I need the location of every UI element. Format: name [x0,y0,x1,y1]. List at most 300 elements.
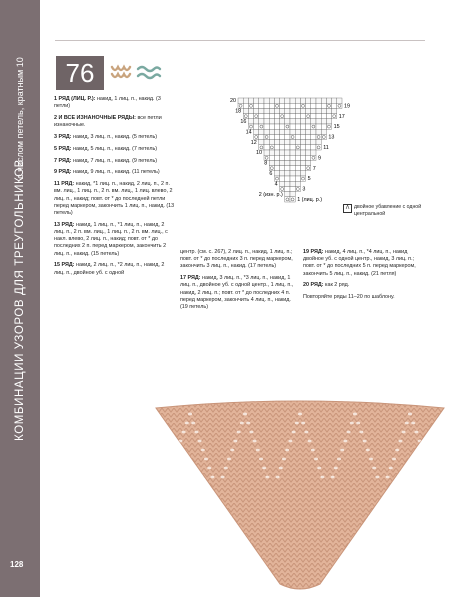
chart-cell [300,108,305,113]
chart-cell [295,176,300,181]
chart-cell [285,98,290,103]
chart-cell [274,140,279,145]
lace-eyelet [337,458,341,461]
chart-cell [290,114,295,119]
chart-cell [280,145,285,150]
chart-cell [290,119,295,124]
chart-cell [321,108,326,113]
chart-cell [264,140,269,145]
double-decrease-symbol-icon: Λ [343,204,352,213]
lace-eyelet [259,458,263,461]
chart-cell [290,176,295,181]
pattern-number: 76 [56,56,104,90]
chart-cell [274,119,279,124]
lace-eyelet [201,449,205,452]
chart-cell [280,160,285,165]
chart-cell [285,150,290,155]
chart-cell [300,129,305,134]
chart-cell [243,98,248,103]
chart-cell [280,155,285,160]
sidebar-title: КОМБИНАЦИИ УЗОРОВ ДЛЯ ТРЕУГОЛЬНИКОВ [14,159,26,441]
legend-text: двойное убавление с одной центральной [354,204,422,217]
chart-cell [321,119,326,124]
chart-cell [295,134,300,139]
chart-cell [306,103,311,108]
chart-cell [311,119,316,124]
chart-cell [316,119,321,124]
chart-cell [300,103,305,108]
lace-eyelet [172,458,176,461]
chart-cell [316,98,321,103]
instruction-row: 2 И ВСЕ ИЗНАНОЧНЫЕ РЯДЫ: все петли изнаночные. [54,115,162,129]
chart-cell [295,140,300,145]
chart-cell [295,119,300,124]
chart-cell [254,129,259,134]
lace-eyelet [304,431,308,434]
chart-cell [280,134,285,139]
chart-cell [321,103,326,108]
chart-cell [285,103,290,108]
chart-row-label-left: 14 [245,129,252,136]
lace-eyelet [285,449,289,452]
instruction-row: 3 РЯД: накид, 3 лиц. п., накид. (5 петель) [54,134,158,140]
chart-cell [311,98,316,103]
chart-cell [295,166,300,171]
chart-cell [326,124,331,129]
chart-cell [259,108,264,113]
sidebar-subtitle: с числом петель, кратным 10 [15,57,25,179]
chart-cell [243,103,248,108]
chart-cell [285,171,290,176]
chart-cell [290,155,295,160]
chart-cell [280,166,285,171]
chart-cell [290,140,295,145]
chart-cell [290,150,295,155]
chart-cell [316,145,321,150]
chart-cell [269,129,274,134]
chart-cell [259,134,264,139]
chart-cell [321,114,326,119]
chart-cell [321,98,326,103]
chart-cell [264,103,269,108]
chart-cell [285,145,290,150]
chart-cell [274,150,279,155]
lace-eyelet [265,476,269,479]
chart-row-label-left: 8 [264,160,268,167]
lace-eyelet [282,458,286,461]
chart-cell [269,119,274,124]
chart-cell [300,119,305,124]
lace-eyelet [340,449,344,452]
lace-eyelet [353,413,357,416]
chart-cell [264,129,269,134]
lace-eyelet [405,422,409,425]
chart-cell [274,160,279,165]
chart-cell [259,103,264,108]
chart-row-label-right: 9 [318,155,321,162]
chart-cell [280,103,285,108]
chart-cell [269,145,274,150]
chart-cell [285,134,290,139]
chart-cell [269,150,274,155]
chart-cell [290,166,295,171]
chart-cell [290,160,295,165]
chart-cell [311,140,316,145]
chart-cell [295,108,300,113]
lace-eyelet [375,476,379,479]
chart-cell [311,150,316,155]
lace-eyelet [198,440,202,443]
chart-cell [269,134,274,139]
chart-cell [295,103,300,108]
chart-cell [254,114,259,119]
lace-eyelet [363,440,367,443]
lace-eyelet [430,476,434,479]
lace-eyelet [386,476,390,479]
chart-cell [311,145,316,150]
chart-row-label-right: 13 [328,134,335,141]
chart-cell [280,181,285,186]
chart-cell [248,98,253,103]
chart-cell [306,124,311,129]
lace-eyelet [224,467,228,470]
lace-eyelet [166,476,170,479]
chart-cell [285,129,290,134]
chart-cell [321,134,326,139]
lace-eyelet [427,467,431,470]
chart-cell [295,145,300,150]
chart-cell [306,140,311,145]
chart-cell [290,181,295,186]
chart-cell [326,98,331,103]
chart-cell [274,134,279,139]
chart-cell [264,119,269,124]
lace-eyelet [182,431,186,434]
chart-cell [295,181,300,186]
lace-eyelet [185,422,189,425]
chart-cell [280,129,285,134]
lace-eyelet [369,458,373,461]
chart-cell [280,114,285,119]
chart-cell [290,171,295,176]
chart-cell [332,103,337,108]
chart-cell [332,98,337,103]
chart-cell [311,155,316,160]
lace-eyelet [243,413,247,416]
chart-cell [254,108,259,113]
chart-cell [285,181,290,186]
chart-cell [300,160,305,165]
chart-cell [337,103,342,108]
chart-cell [285,155,290,160]
chart-cell [274,166,279,171]
lace-eyelet [288,440,292,443]
chart-cell [300,140,305,145]
lace-tan-icon [112,67,130,77]
instructions-column-1 [54,96,176,281]
stitch-icons [110,64,162,84]
instruction-row: 13 РЯД: накид, 1 лиц. п., *1 лиц. п., накид, 2 лиц. п., 2 п. вм. лиц., 1 лиц. п., 2 п. вм. лиц., с накл. влево, 2 лиц. п., накид; повт. от * до последних 2 п. перед маркером, закончить 2 лиц. п., накид. (15 петель) [54,221,168,257]
chart-cell [316,124,321,129]
lace-eyelet [253,440,257,443]
chart-row-label-left: 2 (изн. р.) [258,191,283,198]
instruction-row: 9 РЯД: накид, 9 лиц. п., накид. (11 петель) [54,169,160,176]
instruction-row: 5 РЯД: накид, 5 лиц. п., накид. (7 петель) [54,145,158,152]
chart-cell [311,103,316,108]
lace-eyelet [320,476,324,479]
lace-eyelet [188,413,192,416]
chart-cell [337,98,342,103]
instruction-row: 20 РЯД: как 2 ряд. [303,282,350,289]
chart-cell [285,114,290,119]
lace-eyelet [237,431,241,434]
chart-cell [306,160,311,165]
chart-cell [306,166,311,171]
lace-eyelet [408,413,412,416]
chart-row-label-right: 1 (лиц. р.) [297,197,323,203]
instruction-row: центр. (см. с. 267), 2 лиц. п., накид, 1 лиц. п.; повт. от * до последних 3 п. перед маркером, закончить 3 лиц. п., накид. (17 петель) [180,249,293,270]
lace-eyelet [298,413,302,416]
lace-eyelet [262,467,266,470]
chart-cell [290,108,295,113]
chart-cell [295,114,300,119]
instruction-row: 11 РЯД: накид, *1 лиц. п., накид, 2 лиц. п., 2 п. вм. лиц., 1 лиц. п., 2 п. вм. лиц., 1 лиц. влево, 2 лиц. п., накид; повт. от * до последней петли перед маркером, закончить 1 лиц. п., накид. (13 петель) [54,181,175,216]
chart-legend [343,204,424,217]
chart-cell [326,103,331,108]
chart-cell [274,155,279,160]
chart-row-label-left: 16 [240,119,247,125]
lace-eyelet [240,422,244,425]
lace-eyelet [279,467,283,470]
lace-eyelet [207,467,211,470]
lace-eyelet [175,449,179,452]
chart-cell [290,103,295,108]
lace-eyelet [210,476,214,479]
chart-row-label-left: 10 [256,150,262,157]
chart-cell [311,108,316,113]
lace-eyelet [359,431,363,434]
chart-cell [295,171,300,176]
chart-cell [259,119,264,124]
chart-cell [300,98,305,103]
chart-cell [285,119,290,124]
instruction-row: 1 РЯД (ЛИЦ. Р.): накид, 1 лиц. п., накид. (3 петли) [54,96,161,110]
chart-cell [259,114,264,119]
chart-cell [280,176,285,181]
chart-cell [300,145,305,150]
chart-cell [259,129,264,134]
chart-cell [269,98,274,103]
chart-cell [254,119,259,124]
instruction-row: 7 РЯД: накид, 7 лиц. п., накид. (9 петель) [54,157,158,164]
chart-cell [274,98,279,103]
chart-cell [290,124,295,129]
lace-eyelet [308,440,312,443]
chart-cell [269,140,274,145]
lace-eyelet [311,449,315,452]
chart-cell [290,145,295,150]
lace-eyelet [301,422,305,425]
chart-cell [321,129,326,134]
chart-cell [290,129,295,134]
chart-cell [300,155,305,160]
lace-eyelet [256,449,260,452]
instructions-column-3 [303,249,423,306]
chart-cell [332,108,337,113]
chart-cell [274,108,279,113]
chart-row-label-left: 12 [250,139,257,146]
chart-cell [248,103,253,108]
chart-cell [316,108,321,113]
lace-eyelet [395,449,399,452]
lace-eyelet [411,422,415,425]
lace-eyelet [276,476,280,479]
chart-cell [274,129,279,134]
lace-eyelet [292,431,296,434]
chart-cell [300,124,305,129]
chart-cell [285,186,290,191]
chart-cell [295,98,300,103]
lace-eyelet [398,440,402,443]
chart-cell [264,134,269,139]
chart-cell [280,171,285,176]
chart-row-label-right: 15 [333,124,340,131]
chart-cell [290,192,295,197]
chart-cell [295,186,300,191]
chart-cell [280,108,285,113]
chart-cell [300,171,305,176]
chart-cell [306,155,311,160]
lace-eyelet [314,458,318,461]
chart-cell [259,124,264,129]
chart-cell [254,124,259,129]
chart-cell [332,114,337,119]
chart-cell [295,129,300,134]
chart-cell [326,114,331,119]
chart-row-label-right: 19 [344,103,350,110]
chart-cell [316,140,321,145]
lace-eyelet [169,467,173,470]
chart-cell [269,114,274,119]
chart-cell [311,124,316,129]
chart-row-label-left: 4 [274,181,278,188]
chart-cell [254,98,259,103]
chart-cell [274,145,279,150]
chart-cell [243,108,248,113]
chart-cell [326,108,331,113]
chart-cell [306,150,311,155]
lace-eyelet [334,467,338,470]
lace-eyelet [221,476,225,479]
chart-cell [300,176,305,181]
chart-cell [285,108,290,113]
chart-cell [248,119,253,124]
chart-cell [290,197,295,202]
chart-cell [264,150,269,155]
chart-cell [280,150,285,155]
chart-cell [269,124,274,129]
chart-cell [290,134,295,139]
chart-cell [285,197,290,202]
chart-cell [264,124,269,129]
chart-cell [264,145,269,150]
lace-eyelet [366,449,370,452]
chart-cell [259,140,264,145]
knitted-shawl-photo [150,398,450,590]
chart-cell [306,98,311,103]
chart-row-label-right: 7 [312,165,316,172]
chart-cell [306,145,311,150]
lace-eyelet [389,467,393,470]
chart-cell [274,114,279,119]
chart-row-label-right: 3 [302,186,306,193]
lace-eyelet [233,440,237,443]
lace-eyelet [204,458,208,461]
chart-cell [285,140,290,145]
chart-cell [238,98,243,103]
chart-cell [259,98,264,103]
chart-cell [295,150,300,155]
chart-cell [306,134,311,139]
wave-teal-icon [138,67,160,78]
chart-cell [326,119,331,124]
instruction-row: Повторяйте ряды 11–20 по шаблону. [303,294,395,301]
lace-eyelet [317,467,321,470]
chart-cell [295,124,300,129]
chart-cell [248,114,253,119]
chart-cell [269,108,274,113]
lace-eyelet [421,449,425,452]
chart-row-label-right: 17 [338,113,345,120]
chart-cell [311,129,316,134]
page-number: 128 [10,560,24,569]
lace-eyelet [350,422,354,425]
instructions-column-2 [180,249,298,316]
lace-eyelet [331,476,335,479]
top-divider [55,40,425,41]
lace-eyelet [372,467,376,470]
chart-row-label-right: 5 [307,176,311,183]
chart-cell [300,166,305,171]
chart-cell [300,134,305,139]
chart-cell [306,129,311,134]
chart-cell [285,166,290,171]
lace-eyelet [356,422,360,425]
chart-row-label-left: 18 [235,108,242,115]
chart-cell [285,176,290,181]
chart-cell [274,124,279,129]
chart-cell [306,108,311,113]
lace-eyelet [295,422,299,425]
chart-cell [290,98,295,103]
lace-eyelet [424,458,428,461]
sidebar [0,0,40,597]
chart-cell [300,114,305,119]
lace-eyelet [230,449,234,452]
chart-cell [274,171,279,176]
chart-cell [306,119,311,124]
lace-eyelet [227,458,231,461]
chart-cell [285,124,290,129]
chart-cell [311,134,316,139]
chart-cell [264,108,269,113]
chart-cell [290,186,295,191]
chart-cell [316,114,321,119]
chart-cell [321,124,326,129]
chart-cell [280,140,285,145]
chart-cell [264,114,269,119]
chart-row-label-left: 20 [230,98,236,105]
